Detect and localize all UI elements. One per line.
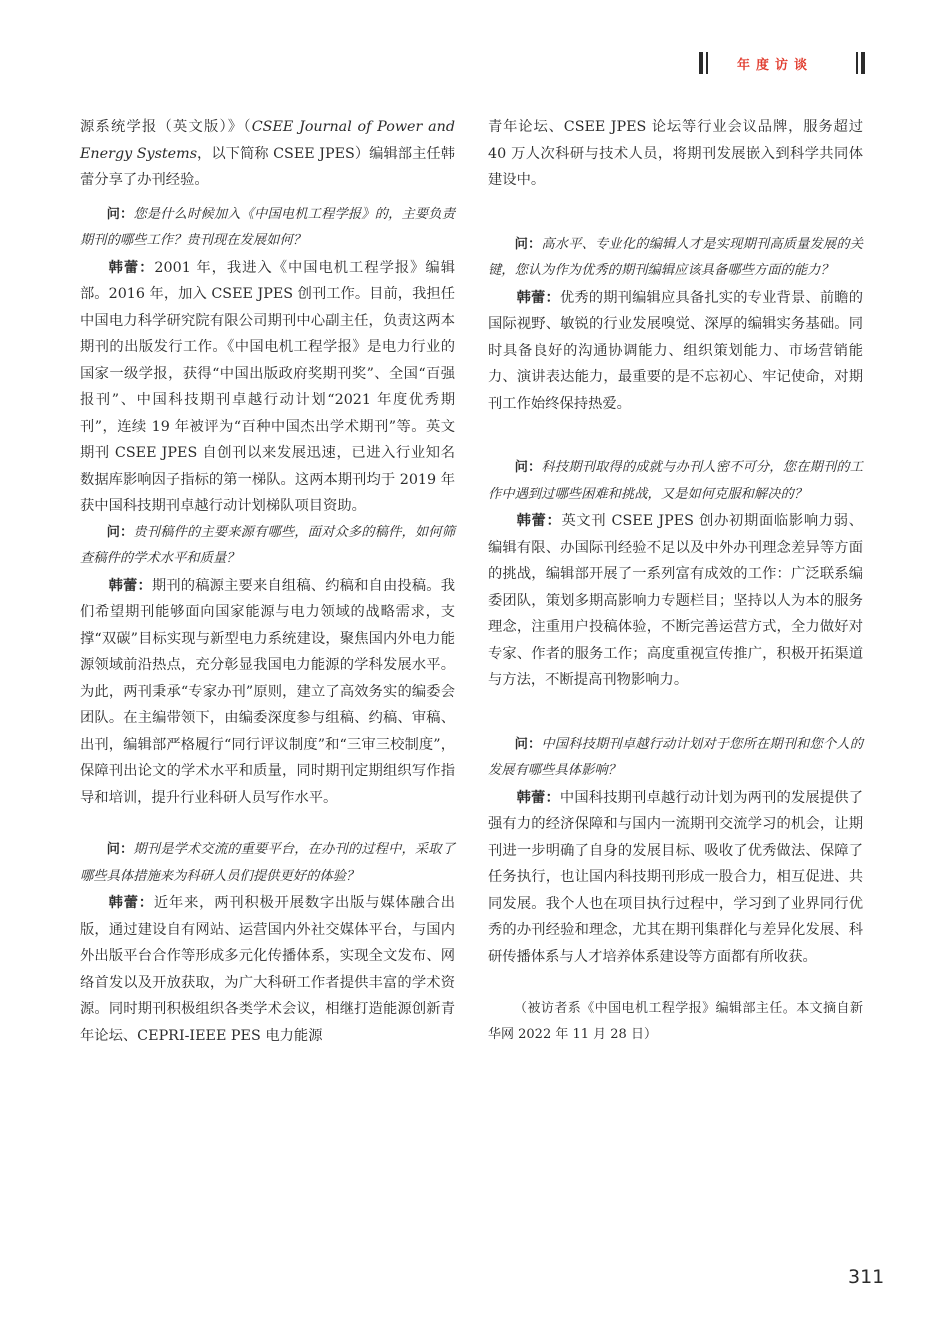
header-bar-left [699, 52, 703, 74]
answer-label: 韩蕾： [108, 895, 154, 911]
question-1 [80, 202, 455, 255]
right-column [488, 114, 863, 1048]
question-label: 问： [514, 460, 542, 475]
answer-3 [80, 890, 455, 1049]
question-4 [488, 232, 863, 285]
intro-post: ，以下简称 CSEE JPES）编辑部主任韩蕾分享了办刊经验。 [80, 145, 455, 188]
answer-label: 韩蕾： [516, 789, 560, 806]
continuation-paragraph: 青年论坛、CSEE JPES 论坛等行业会议品牌，服务超过 40 万人次科研与技术人员，将期刊发展嵌入到科学共同体建设中。 [488, 119, 863, 188]
header-bar-right-thin [856, 52, 858, 74]
answer-2 [80, 573, 455, 812]
answer-text: 英文刊 CSEE JPES 创办初期面临影响力弱、编辑有限、办国际刊经验不足以及中外办刊理念差异等方面的挑战，编辑部开展了一系列富有成效的工作：广泛联系编委团队，策划多期高影响力专题栏目；坚持以人为本的服务理念，注重用户投稿体验，不断完善运营方式，全力做好对专家、作者的服务工作；高度重视宣传推广，积极开拓渠道与方法，不断提高刊物影响力。 [488, 513, 863, 688]
answer-text: 中国科技期刊卓越行动计划为两刊的发展提供了强有力的经济保障和与国内一流期刊交流学习的机会，让期刊进一步明确了自身的发展目标、吸收了优秀做法、保障了任务执行，也让国内科技期刊形成一股合力，相互促进、共同发展。我个人也在项目执行过程中，学习到了业界同行优秀的办刊经验和理念，尤其在期刊集群化与差异化发展、科研传播体系与人才培养体系建设等方面都有所收获。 [488, 789, 864, 965]
question-text: 您是什么时候加入《中国电机工程学报》的，主要负责期刊的哪些工作？贵刊现在发展如何？ [80, 206, 456, 248]
answer-label: 韩蕾： [516, 513, 562, 529]
header-bar-right [861, 52, 865, 74]
question-text: 贵刊稿件的主要来源有哪些，面对众多的稿件，如何筛查稿件的学术水平和质量？ [80, 524, 456, 566]
header-bar-left-thin [706, 52, 708, 74]
question-text: 科技期刊取得的成就与办刊人密不可分，您在期刊的工作中遇到过哪些困难和挑战，又是如何克服和解决的？ [488, 460, 864, 502]
question-text: 中国科技期刊卓越行动计划对于您所在期刊和您个人的发展有哪些具体影响？ [488, 736, 864, 778]
question-3 [80, 837, 455, 890]
journal-english-name: CSEE Journal of Power and Energy Systems [80, 119, 455, 162]
answer-text: 2001 年，我进入《中国电机工程学报》编辑部。2016 年，加入 CSEE JPES 创刊工作。目前，我担任中国电力科学研究院有限公司期刊中心副主任，负责这两本期刊的出版发行工作。《中国电机工程学报》是电力行业的国家一级学报，获得“中国出版政府奖期刊奖”、全国“百强报刊”、中国科技期刊卓越行动计划“2021 年度优秀期刊”，连续 19 年被评为“百种中国杰出学术期刊”等。英文期刊 CSEE JPES 自创刊以来发展迅速，已进入行业知名数据库影响因子指标的第一梯队。这两本期刊均于 2019 年获中国科技期刊卓越行动计划梯队项目资助。 [80, 259, 455, 514]
intro-paragraph [80, 114, 455, 194]
answer-1 [80, 255, 455, 520]
question-label: 问： [514, 236, 542, 252]
left-column [80, 114, 455, 1049]
answer-5 [488, 508, 863, 694]
question-text: 高水平、专业化的编辑人才是实现期刊高质量发展的关键，您认为作为优秀的期刊编辑应该具备哪些方面的能力？ [488, 236, 864, 278]
answer-label: 韩蕾： [516, 289, 560, 306]
answer-4 [488, 285, 863, 418]
answer-text: 近年来，两刊积极开展数字出版与媒体融合出版，通过建设自有网站、运营国内外社交媒体平台，与国内外出版平台合作等形成多元化传播体系，实现全文发布、网络首发以及开放获取，为广大科研工作者提供丰富的学术资源。同时期刊积极组织各类学术会议，相继打造能源创新青年论坛、CEPRI-IEEE PES 电力能源 [80, 895, 456, 1044]
question-text: 期刊是学术交流的重要平台，在办刊的过程中，采取了哪些具体措施来为科研人员们提供更好的体验？ [80, 842, 456, 884]
question-6 [488, 732, 863, 785]
answer-6 [488, 785, 863, 971]
source-note: （被访者系《中国电机工程学报》编辑部主任。本文摘自新华网 2022 年 11 月 28 日） [488, 1001, 863, 1042]
answer-label: 韩蕾： [108, 259, 155, 276]
question-label: 问： [106, 206, 134, 222]
question-label: 问： [106, 524, 134, 540]
running-header [699, 52, 869, 76]
question-2 [80, 520, 455, 573]
answer-label: 韩蕾： [108, 577, 152, 594]
question-label: 问： [514, 736, 542, 752]
answer-text: 优秀的期刊编辑应具备扎实的专业背景、前瞻的国际视野、敏锐的行业发展嗅觉、深厚的编辑实务基础。同时具备良好的沟通协调能力、组织策划能力、市场营销能力、演讲表达能力，最重要的是不忘初心、牢记使命，对期刊工作始终保持热爱。 [488, 289, 864, 412]
section-title: 年度访谈 [737, 58, 814, 73]
question-label: 问： [106, 842, 134, 857]
page-number: 311 [848, 1266, 885, 1288]
intro-pre: 源系统学报（英文版）》（ [80, 119, 252, 135]
question-5 [488, 455, 863, 508]
answer-text: 期刊的稿源主要来自组稿、约稿和自由投稿。我们希望期刊能够面向国家能源与电力领域的战略需求，支撑“双碳”目标实现与新型电力系统建设，聚焦国内外电力能源领域前沿热点，充分彰显我国电力能源的学科发展水平。为此，两刊秉承“专家办刊”原则，建立了高效务实的编委会团队。在主编带领下，由编委深度参与组稿、约稿、审稿、出刊，编辑部严格履行“同行评议制度”和“三审三校制度”，保障刊出论文的学术水平和质量，同时期刊定期组织写作指导和培训，提升行业科研人员写作水平。 [80, 577, 456, 806]
